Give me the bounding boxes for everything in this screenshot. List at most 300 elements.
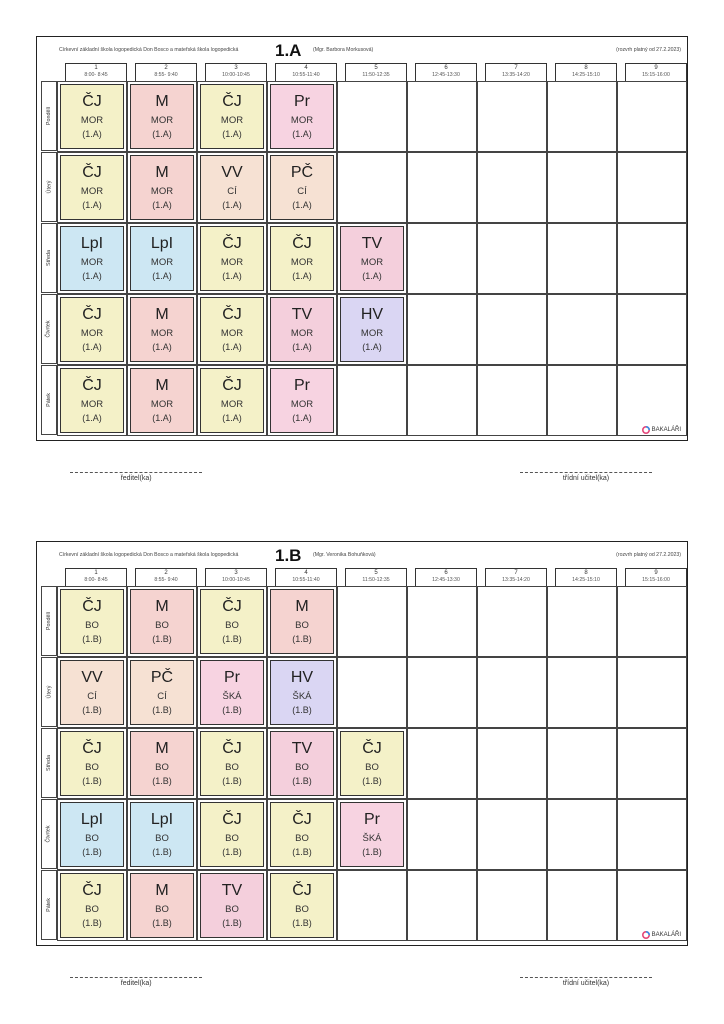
period-header xyxy=(205,63,267,81)
day-row xyxy=(41,152,684,223)
day-label xyxy=(41,365,57,435)
timetable-cell xyxy=(197,728,267,799)
period-time: 14:25-15:10 xyxy=(572,577,600,583)
subject-code: M xyxy=(155,377,169,394)
teacher-code: BO xyxy=(295,762,309,773)
group-label: (1.B) xyxy=(222,705,242,715)
lesson-block[interactable] xyxy=(60,368,124,433)
timetable-cell xyxy=(337,365,407,436)
subject-code: ČJ xyxy=(222,598,242,615)
teacher-code: CÍ xyxy=(297,186,307,197)
period-time: 8:55- 9:40 xyxy=(154,577,178,583)
timetable-cell xyxy=(547,152,617,223)
day-label xyxy=(41,223,57,293)
group-label: (1.B) xyxy=(362,847,382,857)
group-label: (1.A) xyxy=(292,271,312,281)
subject-code: HV xyxy=(290,669,314,686)
bakalari-icon xyxy=(642,931,650,939)
day-row xyxy=(41,223,684,294)
timetable-cell xyxy=(407,870,477,941)
day-label xyxy=(41,152,57,222)
subject-code: TV xyxy=(291,306,313,323)
lesson-block[interactable] xyxy=(130,731,194,796)
timetable-cell xyxy=(197,81,267,152)
lesson-block[interactable] xyxy=(270,660,334,725)
valid-from: (rozvrh platný od 27.2.2023) xyxy=(616,552,681,558)
timetable-cell xyxy=(407,657,477,728)
teacher-code: ŠKÁ xyxy=(222,691,242,702)
subject-code: ČJ xyxy=(222,235,242,252)
lesson-block[interactable] xyxy=(200,873,264,938)
brand-name: BAKALÁŘI xyxy=(651,932,681,938)
teacher-code: MOR xyxy=(290,257,314,268)
teacher-code: MOR xyxy=(290,115,314,126)
timetable-cell xyxy=(267,870,337,941)
brand-name: BAKALÁŘI xyxy=(651,427,681,433)
teacher-code: BO xyxy=(225,833,239,844)
timetable-sheet xyxy=(36,541,688,946)
day-row xyxy=(41,657,684,728)
lesson-block[interactable] xyxy=(340,226,404,291)
timetable-cell xyxy=(57,586,127,657)
group-label: (1.A) xyxy=(362,342,382,352)
teacher-code: MOR xyxy=(150,328,174,339)
subject-code: M xyxy=(155,598,169,615)
teacher-code: BO xyxy=(85,833,99,844)
timetable-cell xyxy=(337,586,407,657)
subject-code: ČJ xyxy=(292,235,312,252)
timetable-cell xyxy=(337,152,407,223)
subject-code: LpI xyxy=(80,235,104,252)
group-label: (1.A) xyxy=(82,271,102,281)
timetable-cell xyxy=(127,223,197,294)
day-row xyxy=(41,870,684,941)
timetable-cell xyxy=(57,152,127,223)
period-time: 11:50-12:35 xyxy=(362,72,390,78)
teacher-code: MOR xyxy=(220,328,244,339)
subject-code: ČJ xyxy=(292,811,312,828)
group-label: (1.A) xyxy=(222,413,242,423)
lesson-block[interactable] xyxy=(60,873,124,938)
lesson-block[interactable] xyxy=(200,84,264,149)
group-label: (1.A) xyxy=(152,200,172,210)
teacher-code: BO xyxy=(155,904,169,915)
timetable-cell xyxy=(547,728,617,799)
lesson-block[interactable] xyxy=(200,731,264,796)
lesson-block[interactable] xyxy=(130,226,194,291)
group-label: (1.A) xyxy=(222,129,242,139)
timetable-cell xyxy=(617,223,687,294)
bakalari-logo xyxy=(642,426,681,434)
timetable-cell xyxy=(127,799,197,870)
group-label: (1.B) xyxy=(152,634,172,644)
period-header xyxy=(415,568,477,586)
group-label: (1.B) xyxy=(152,705,172,715)
lesson-block[interactable] xyxy=(200,660,264,725)
subject-code: Pr xyxy=(294,377,310,394)
teacher-code: BO xyxy=(155,833,169,844)
subject-code: PČ xyxy=(290,164,314,181)
group-label: (1.B) xyxy=(292,918,312,928)
group-label: (1.A) xyxy=(292,342,312,352)
group-label: (1.B) xyxy=(152,918,172,928)
lesson-block[interactable] xyxy=(270,84,334,149)
teacher-code: BO xyxy=(225,620,239,631)
subject-code: ČJ xyxy=(82,598,102,615)
timetable-cell xyxy=(337,657,407,728)
group-label: (1.B) xyxy=(82,847,102,857)
period-number: 4 xyxy=(304,65,308,71)
group-label: (1.B) xyxy=(292,705,312,715)
group-label: (1.B) xyxy=(82,705,102,715)
day-row xyxy=(41,799,684,870)
period-number: 1 xyxy=(94,65,98,71)
timetable-cell xyxy=(477,728,547,799)
subject-code: M xyxy=(155,93,169,110)
director-label: ředitel(ka) xyxy=(120,475,152,482)
period-time: 12:45-13:30 xyxy=(432,577,460,583)
subject-code: TV xyxy=(221,882,243,899)
timetable-cell xyxy=(407,81,477,152)
period-number: 4 xyxy=(304,570,308,576)
timetable-cell xyxy=(407,365,477,436)
subject-code: Pr xyxy=(294,93,310,110)
group-label: (1.A) xyxy=(362,271,382,281)
lesson-block[interactable] xyxy=(130,155,194,220)
timetable-cell xyxy=(127,870,197,941)
timetable-cell xyxy=(617,81,687,152)
timetable-cell xyxy=(407,152,477,223)
subject-code: HV xyxy=(360,306,384,323)
period-number: 3 xyxy=(234,570,238,576)
timetable-cell xyxy=(547,223,617,294)
lesson-block[interactable] xyxy=(60,84,124,149)
day-row xyxy=(41,294,684,365)
timetable-cell xyxy=(57,657,127,728)
period-header xyxy=(275,568,337,586)
timetable-cell xyxy=(197,152,267,223)
day-label xyxy=(41,799,57,869)
subject-code: ČJ xyxy=(222,306,242,323)
period-number: 6 xyxy=(444,570,448,576)
group-label: (1.A) xyxy=(82,342,102,352)
lesson-block[interactable] xyxy=(270,802,334,867)
period-header xyxy=(345,63,407,81)
timetable-cell xyxy=(267,223,337,294)
day-name: Pátek xyxy=(45,898,52,912)
timetable-cell xyxy=(617,799,687,870)
subject-code: ČJ xyxy=(82,164,102,181)
group-label: (1.B) xyxy=(82,918,102,928)
class-teacher: (Mgr. Veronika Bohuňková) xyxy=(313,552,376,558)
timetable-cell xyxy=(407,799,477,870)
teacher-code: MOR xyxy=(290,399,314,410)
timetable-cell xyxy=(127,657,197,728)
day-row xyxy=(41,728,684,799)
period-time: 8:55- 9:40 xyxy=(154,72,178,78)
period-time: 11:50-12:35 xyxy=(362,577,390,583)
class-teacher: (Mgr. Barbora Morkusová) xyxy=(313,47,374,53)
timetable-cell xyxy=(477,586,547,657)
timetable-cell xyxy=(127,152,197,223)
day-name: Úterý xyxy=(45,180,52,194)
day-label xyxy=(41,728,57,798)
lesson-block[interactable] xyxy=(200,368,264,433)
teacher-signature xyxy=(520,472,652,482)
lesson-block[interactable] xyxy=(340,731,404,796)
teacher-code: MOR xyxy=(150,399,174,410)
lesson-block[interactable] xyxy=(60,731,124,796)
teacher-code: BO xyxy=(295,904,309,915)
lesson-block[interactable] xyxy=(340,297,404,362)
subject-code: ČJ xyxy=(222,740,242,757)
subject-code: M xyxy=(155,740,169,757)
period-header xyxy=(555,63,617,81)
teacher-code: CÍ xyxy=(227,186,237,197)
group-label: (1.B) xyxy=(362,776,382,786)
timetable-cell xyxy=(267,799,337,870)
subject-code: LpI xyxy=(150,235,174,252)
lesson-block[interactable] xyxy=(270,368,334,433)
timetable-cell xyxy=(57,728,127,799)
timetable-cell xyxy=(337,728,407,799)
day-name: Pondělí xyxy=(46,106,53,126)
subject-code: LpI xyxy=(80,811,104,828)
director-label: ředitel(ka) xyxy=(120,980,152,987)
lesson-block[interactable] xyxy=(60,226,124,291)
timetable-cell xyxy=(127,586,197,657)
signature-line xyxy=(70,977,202,978)
subject-code: Pr xyxy=(224,669,240,686)
period-number: 7 xyxy=(514,570,518,576)
timetable-cell xyxy=(477,294,547,365)
teacher-code: MOR xyxy=(290,328,314,339)
lesson-block[interactable] xyxy=(270,226,334,291)
timetable-cell xyxy=(477,365,547,436)
period-header xyxy=(205,568,267,586)
period-number: 9 xyxy=(654,65,658,71)
signature-line xyxy=(520,472,652,473)
period-number: 6 xyxy=(444,65,448,71)
director-signature xyxy=(70,977,202,987)
period-time: 15:15-16:00 xyxy=(642,577,670,583)
timetable-cell xyxy=(267,365,337,436)
timetable-header xyxy=(37,542,687,568)
timetable-cell xyxy=(547,81,617,152)
teacher-code: MOR xyxy=(360,328,384,339)
day-label xyxy=(41,870,57,940)
subject-code: ČJ xyxy=(292,882,312,899)
teacher-signature xyxy=(520,977,652,987)
subject-code: Pr xyxy=(364,811,380,828)
teacher-code: BO xyxy=(225,904,239,915)
lesson-block[interactable] xyxy=(60,297,124,362)
period-time: 15:15-16:00 xyxy=(642,72,670,78)
timetable-cell xyxy=(57,870,127,941)
timetable-cell xyxy=(267,728,337,799)
period-time: 13:35-14:20 xyxy=(502,577,530,583)
subject-code: TV xyxy=(291,740,313,757)
timetable-cell xyxy=(337,223,407,294)
lesson-block[interactable] xyxy=(130,368,194,433)
school-name: Církevní základní škola logopedická Don Bosco a mateřská škola logopedická xyxy=(59,47,239,53)
timetable-cell xyxy=(547,799,617,870)
timetable-cell xyxy=(407,223,477,294)
subject-code: ČJ xyxy=(82,377,102,394)
subject-code: M xyxy=(155,164,169,181)
lesson-block[interactable] xyxy=(270,589,334,654)
timetable-cell xyxy=(617,657,687,728)
lesson-block[interactable] xyxy=(130,802,194,867)
period-header xyxy=(65,63,127,81)
period-number: 5 xyxy=(374,570,378,576)
subject-code: ČJ xyxy=(82,740,102,757)
group-label: (1.B) xyxy=(292,634,312,644)
subject-code: ČJ xyxy=(222,811,242,828)
group-label: (1.A) xyxy=(292,413,312,423)
day-label xyxy=(41,586,57,656)
day-name: Středa xyxy=(46,755,53,771)
lesson-block[interactable] xyxy=(270,731,334,796)
period-number: 8 xyxy=(584,570,588,576)
timetable-cell xyxy=(197,799,267,870)
group-label: (1.B) xyxy=(152,847,172,857)
timetable-cell xyxy=(337,81,407,152)
period-time: 8:00- 8:45 xyxy=(84,72,108,78)
timetable-cell xyxy=(197,870,267,941)
lesson-block[interactable] xyxy=(270,297,334,362)
day-row xyxy=(41,81,684,152)
period-header xyxy=(415,63,477,81)
group-label: (1.B) xyxy=(292,847,312,857)
group-label: (1.A) xyxy=(82,129,102,139)
day-name: Pátek xyxy=(45,393,52,407)
period-time: 13:35-14:20 xyxy=(502,72,530,78)
lesson-block[interactable] xyxy=(60,589,124,654)
lesson-block[interactable] xyxy=(60,660,124,725)
lesson-block[interactable] xyxy=(200,297,264,362)
teacher-code: BO xyxy=(225,762,239,773)
group-label: (1.A) xyxy=(222,200,242,210)
group-label: (1.B) xyxy=(222,847,242,857)
bakalari-logo xyxy=(642,931,681,939)
timetable-cell xyxy=(267,152,337,223)
group-label: (1.B) xyxy=(222,776,242,786)
teacher-code: MOR xyxy=(360,257,384,268)
teacher-code: MOR xyxy=(80,328,104,339)
teacher-code: ŠKÁ xyxy=(362,833,382,844)
group-label: (1.A) xyxy=(152,129,172,139)
lesson-block[interactable] xyxy=(60,802,124,867)
timetable-cell xyxy=(127,728,197,799)
teacher-code: MOR xyxy=(80,257,104,268)
lesson-block[interactable] xyxy=(270,873,334,938)
teacher-code: MOR xyxy=(80,399,104,410)
period-number: 5 xyxy=(374,65,378,71)
director-signature xyxy=(70,472,202,482)
timetable-cell xyxy=(477,799,547,870)
group-label: (1.A) xyxy=(82,413,102,423)
timetable-cell xyxy=(127,294,197,365)
period-header xyxy=(65,568,127,586)
lesson-block[interactable] xyxy=(270,155,334,220)
day-name: Pondělí xyxy=(46,611,53,631)
subject-code: ČJ xyxy=(82,306,102,323)
lesson-block[interactable] xyxy=(130,297,194,362)
lesson-block[interactable] xyxy=(130,660,194,725)
group-label: (1.B) xyxy=(292,776,312,786)
group-label: (1.A) xyxy=(222,342,242,352)
teacher-code: CÍ xyxy=(87,691,97,702)
timetable-cell xyxy=(197,365,267,436)
group-label: (1.A) xyxy=(292,200,312,210)
timetable-cell xyxy=(617,294,687,365)
teacher-code: MOR xyxy=(150,115,174,126)
timetable-cell xyxy=(477,81,547,152)
lesson-block[interactable] xyxy=(340,802,404,867)
timetable-cell xyxy=(337,294,407,365)
valid-from: (rozvrh platný od 27.2.2023) xyxy=(616,47,681,53)
period-header xyxy=(625,63,687,81)
teacher-code: ŠKÁ xyxy=(292,691,312,702)
timetable-cell xyxy=(267,81,337,152)
signature-line xyxy=(70,472,202,473)
teacher-code: BO xyxy=(365,762,379,773)
timetable-cell xyxy=(57,223,127,294)
group-label: (1.A) xyxy=(292,129,312,139)
period-header xyxy=(135,63,197,81)
teacher-code: MOR xyxy=(150,186,174,197)
period-time: 10:00-10:45 xyxy=(222,72,250,78)
period-time: 14:25-15:10 xyxy=(572,72,600,78)
lesson-block[interactable] xyxy=(130,873,194,938)
lesson-block[interactable] xyxy=(130,84,194,149)
timetable-cell xyxy=(617,586,687,657)
signature-line xyxy=(520,977,652,978)
period-number: 7 xyxy=(514,65,518,71)
lesson-block[interactable] xyxy=(200,226,264,291)
period-time: 10:55-11:40 xyxy=(292,72,320,78)
class-title: 1.A xyxy=(275,41,302,60)
lesson-block[interactable] xyxy=(200,589,264,654)
subject-code: M xyxy=(155,306,169,323)
period-time: 8:00- 8:45 xyxy=(84,577,108,583)
group-label: (1.A) xyxy=(222,271,242,281)
day-row xyxy=(41,365,684,436)
period-number: 2 xyxy=(164,570,168,576)
period-header xyxy=(555,568,617,586)
lesson-block[interactable] xyxy=(60,155,124,220)
day-name: Čtvrtek xyxy=(46,320,53,338)
period-time: 10:00-10:45 xyxy=(222,577,250,583)
lesson-block[interactable] xyxy=(200,802,264,867)
timetable-cell xyxy=(267,294,337,365)
period-header xyxy=(345,568,407,586)
day-label xyxy=(41,657,57,727)
timetable-cell xyxy=(267,586,337,657)
timetable-cell xyxy=(57,365,127,436)
teacher-code: BO xyxy=(295,620,309,631)
timetable-cell xyxy=(197,586,267,657)
teacher-code: BO xyxy=(85,904,99,915)
subject-code: ČJ xyxy=(222,377,242,394)
group-label: (1.A) xyxy=(152,271,172,281)
lesson-block[interactable] xyxy=(200,155,264,220)
subject-code: PČ xyxy=(150,669,174,686)
day-row xyxy=(41,586,684,657)
lesson-block[interactable] xyxy=(130,589,194,654)
day-name: Středa xyxy=(46,250,53,266)
